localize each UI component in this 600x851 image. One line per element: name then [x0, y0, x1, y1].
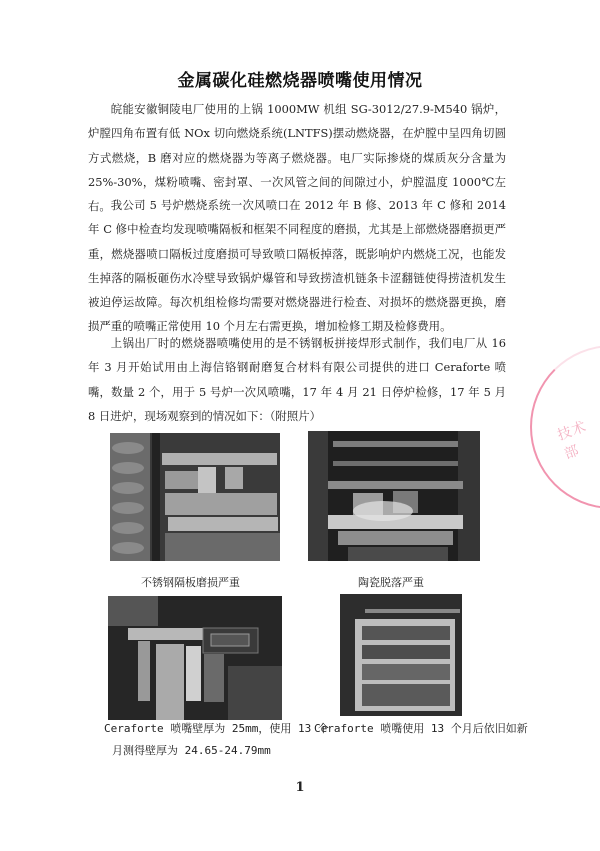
photo-ceraforte-nozzle [340, 594, 462, 716]
photo-3-caption-line-1: Ceraforte 喷嘴壁厚为 25mm，使用 13 个 [104, 722, 329, 735]
paragraph-3 [88, 331, 506, 428]
paragraph-2 [88, 193, 506, 339]
photo-thickness-measurement [108, 596, 282, 720]
photo-4-caption: Ceraforte 喷嘴使用 13 个月后依旧如新 [314, 722, 528, 735]
page-number: 1 [295, 780, 305, 795]
photo-3-caption-line-2: 月测得壁厚为 24.65-24.79mm [112, 744, 271, 757]
paragraph-3-text: 上锅出厂时的燃烧器喷嘴使用的是不锈钢板拼接焊形式制作，我们电厂从 16 年 3 月开始试用由上海信铬钢耐磨复合材料有限公司提供的进口 Ceraforte 喷嘴，数量 2 个，用于 5 号炉一次风喷嘴，17 年 4 月 21 日停炉检修，17 年 5 月 8 日进炉，现场观察到的情况如下：（附照片） [88, 336, 506, 423]
photo-image [108, 596, 282, 720]
photo-image [110, 433, 280, 561]
photo-image [308, 431, 480, 561]
stamp-text: 技术部 [555, 418, 590, 463]
paragraph-1-text: 皖能安徽铜陵电厂使用的上锅 1000MW 机组 SG-3012/27.9-M540 锅炉，炉膛四角布置有低 NOx 切向燃烧系统(LNTFS)摆动燃烧器，在炉膛中呈四角切圆方式燃烧，B 磨对应的燃烧器为等离子燃烧器。电厂实际掺烧的煤质灰分含量为 25%-30%，煤粉喷嘴、密封罩、一次风管之间的间隙过小，炉膛温度 1000℃左右。 [88, 102, 506, 214]
photo-ceramic-detachment [308, 431, 480, 561]
photo-image [340, 594, 462, 716]
document-title: 金属碳化硅燃烧器喷嘴使用情况 [177, 71, 423, 91]
photo-stainless-partition [110, 433, 280, 561]
photo-1-caption: 不锈钢隔板磨损严重 [141, 576, 240, 589]
photo-2-caption: 陶瓷脱落严重 [358, 576, 424, 589]
paragraph-2-text: 我公司 5 号炉燃烧系统一次风喷口在 2012 年 B 修、2013 年 C 修和 2014 年 C 修中检查均发现喷嘴隔板和框架不同程度的磨损，尤其是上部燃烧器磨损更严重，燃烧器喷口隔板过度磨损可导致喷口隔板掉落，既影响炉内燃烧工况，也能发生掉落的隔板砸伤水冷壁导致锅炉爆管和导致捞渣机链条卡涩翻链使得捞渣机发生被迫停运故障。每次机组检修均需要对燃烧器进行检查、对损坏的燃烧器更换，磨损严重的喷嘴正常使用 10 个月左右需更换，增加检修工期及检修费用。 [88, 198, 506, 334]
